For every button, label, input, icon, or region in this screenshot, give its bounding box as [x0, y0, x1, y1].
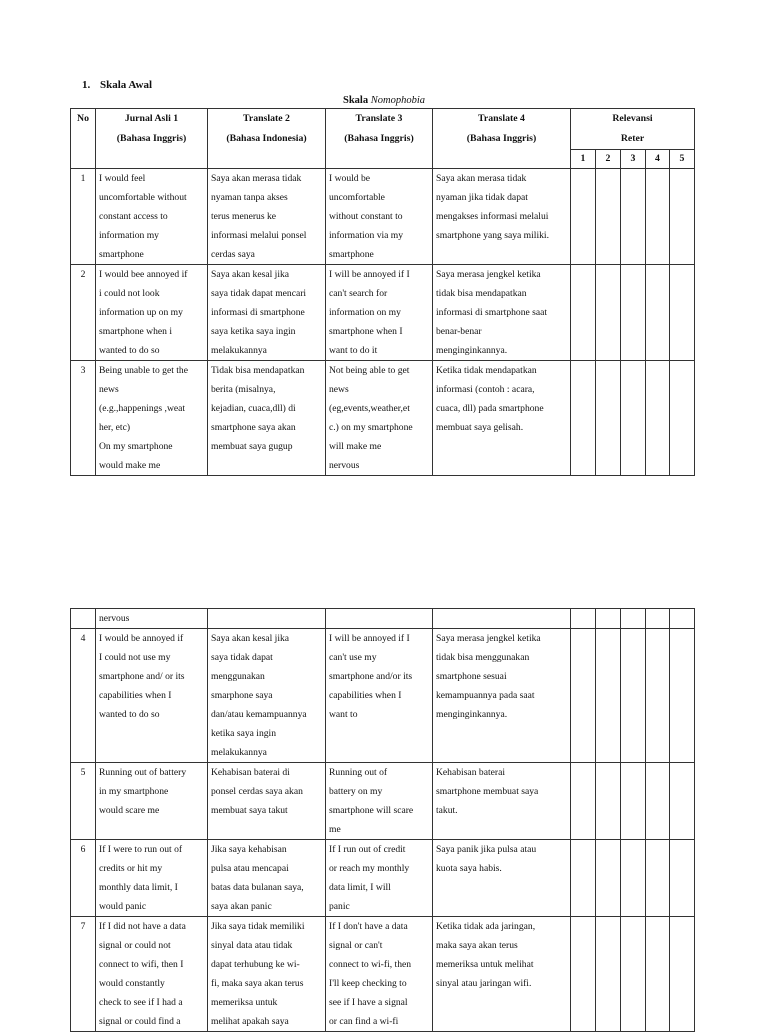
cell-col3 — [326, 763, 433, 840]
cell-line: her, etc) — [99, 422, 131, 433]
cell-line: informasi melalui ponsel — [211, 230, 307, 241]
cell-line: smartphone will scare — [329, 805, 414, 816]
cell-line: smartphone yang saya miliki. — [436, 230, 549, 241]
row-number: 6 — [71, 840, 96, 917]
cell-line: news — [329, 384, 349, 395]
cell-col4 — [433, 629, 571, 763]
cell-col1 — [96, 917, 208, 1032]
cell-line: wanted to do so — [99, 345, 160, 356]
cell-col2 — [208, 609, 326, 629]
cell-line: constant access to — [99, 211, 168, 222]
cell-col1 — [96, 629, 208, 763]
rating-cell-3[interactable] — [621, 265, 646, 361]
cell-line: Not being able to get — [329, 365, 410, 376]
cell-line: Ketika tidak mendapatkan — [436, 365, 537, 376]
cell-line: Saya akan kesal jika — [211, 269, 290, 280]
scale-table-part-2 — [70, 608, 695, 1032]
rating-cell-1[interactable] — [571, 361, 596, 476]
rating-cell-3[interactable] — [621, 917, 646, 1032]
rating-cell-4[interactable] — [646, 169, 670, 265]
cell-line: smartphone when I — [329, 326, 403, 337]
rating-cell-4[interactable] — [646, 763, 670, 840]
cell-line: memeriksa untuk melihat — [436, 959, 534, 970]
cell-line: saya akan panic — [211, 901, 272, 912]
cell-line: melakukannya — [211, 747, 267, 758]
rating-cell-4[interactable] — [646, 361, 670, 476]
cell-line: want to do it — [329, 345, 378, 356]
cell-line: c.) on my smartphone — [329, 422, 413, 433]
cell-line: mengakses informasi melalui — [436, 211, 549, 222]
cell-line: I would bee annoyed if — [99, 269, 188, 280]
cell-line: smartphone membuat saya — [436, 786, 539, 797]
cell-line: smartphone sesuai — [436, 671, 507, 682]
rating-cell-1[interactable] — [571, 629, 596, 763]
cell-line: signal or could not — [99, 940, 171, 951]
cell-line: tidak bisa mendapatkan — [436, 288, 527, 299]
cell-col3 — [326, 169, 433, 265]
cell-line: melihat apakah saya — [211, 1016, 289, 1027]
cell-line: without constant to — [329, 211, 403, 222]
cell-line: menggunakan — [211, 671, 265, 682]
cell-col2 — [208, 917, 326, 1032]
cell-line: Tidak bisa mendapatkan — [211, 365, 305, 376]
rating-cell-1[interactable] — [571, 169, 596, 265]
table-row — [71, 840, 695, 917]
header-col1-title: Jurnal Asli 1 — [124, 113, 179, 124]
cell-col3 — [326, 629, 433, 763]
cell-col1 — [96, 840, 208, 917]
row-number: 7 — [71, 917, 96, 1032]
rating-cell-2[interactable] — [596, 169, 621, 265]
header-col2-title: Translate 2 — [243, 113, 290, 124]
cell-line: connect to wi-fi, then — [329, 959, 412, 970]
cell-col4 — [433, 361, 571, 476]
cell-line: (eg,events,weather,et — [329, 403, 410, 414]
header-relevance-sub: Reter — [620, 133, 645, 144]
header-col1-sub: (Bahasa Inggris) — [116, 133, 187, 144]
cell-line: or can find a wi-fi — [329, 1016, 399, 1027]
cell-line: nervous — [329, 460, 360, 471]
rating-cell-1[interactable] — [571, 917, 596, 1032]
cell-line: capabilities when I — [329, 690, 402, 701]
rating-cell-5[interactable] — [670, 917, 695, 1032]
cell-line: see if I have a signal — [329, 997, 408, 1008]
cell-line: check to see if I had a — [99, 997, 183, 1008]
cell-line: would constantly — [99, 978, 165, 989]
header-relevance — [571, 109, 695, 150]
row-number: 4 — [71, 629, 96, 763]
cell-line: I could not use my — [99, 652, 171, 663]
row-number: 3 — [71, 361, 96, 476]
cell-line: nervous — [99, 613, 130, 624]
cell-col2 — [208, 840, 326, 917]
cell-line: maka saya akan terus — [436, 940, 518, 951]
rating-cell-5[interactable] — [670, 629, 695, 763]
header-col4-title: Translate 4 — [478, 113, 525, 124]
cell-line: in my smartphone — [99, 786, 169, 797]
cell-line: will make me — [329, 441, 382, 452]
cell-line: information my — [99, 230, 159, 241]
rating-cell-4[interactable] — [646, 629, 670, 763]
cell-line: information via my — [329, 230, 404, 241]
table-row — [71, 917, 695, 1032]
cell-line: I would be annoyed if — [99, 633, 184, 644]
cell-line: fi, maka saya akan terus — [211, 978, 304, 989]
cell-line: cuaca, dll) pada smartphone — [436, 403, 544, 414]
cell-line: signal or can't — [329, 940, 383, 951]
cell-line: Kehabisan baterai — [436, 767, 505, 778]
caption-italic: Nomophobia — [370, 95, 425, 106]
cell-line: panic — [329, 901, 350, 912]
cell-line: sinyal atau jaringan wifi. — [436, 978, 532, 989]
cell-line: i could not look — [99, 288, 160, 299]
rating-cell-5[interactable] — [670, 840, 695, 917]
cell-line: would make me — [99, 460, 161, 471]
cell-line: terus menerus ke — [211, 211, 277, 222]
cell-line: informasi di smartphone — [211, 307, 305, 318]
section-number: 1. — [82, 79, 91, 91]
cell-col2 — [208, 629, 326, 763]
cell-line: would panic — [99, 901, 147, 912]
cell-col4 — [433, 840, 571, 917]
cell-line: saya tidak dapat mencari — [211, 288, 307, 299]
cell-line: dan/atau kemampuannya — [211, 709, 307, 720]
table-row — [71, 609, 695, 629]
table-row — [71, 169, 695, 265]
rating-cell-4[interactable] — [646, 917, 670, 1032]
header-relevance-title: Relevansi — [612, 113, 653, 124]
cell-line: sinyal data atau tidak — [211, 940, 293, 951]
cell-line: Jika saya kehabisan — [211, 844, 287, 855]
cell-line: menginginkannya. — [436, 345, 508, 356]
cell-line: tidak bisa menggunakan — [436, 652, 530, 663]
rating-cell-5[interactable] — [670, 763, 695, 840]
cell-line: Saya panik jika pulsa atau — [436, 844, 537, 855]
cell-line: I'll keep checking to — [329, 978, 407, 989]
cell-col4 — [433, 265, 571, 361]
cell-col3 — [326, 609, 433, 629]
cell-line: On my smartphone — [99, 441, 173, 452]
header-no: No — [71, 109, 96, 169]
cell-line: Being unable to get the — [99, 365, 188, 376]
cell-line: Jika saya tidak memiliki — [211, 921, 305, 932]
rating-header-5: 5 — [670, 150, 695, 169]
cell-col2 — [208, 265, 326, 361]
cell-line: saya tidak dapat — [211, 652, 273, 663]
rating-header-4: 4 — [646, 150, 670, 169]
cell-col4 — [433, 917, 571, 1032]
cell-line: information on my — [329, 307, 401, 318]
row-number: 2 — [71, 265, 96, 361]
cell-col3 — [326, 361, 433, 476]
rating-cell-3[interactable] — [621, 763, 646, 840]
rating-cell-1[interactable] — [571, 840, 596, 917]
cell-line: uncomfortable — [329, 192, 385, 203]
cell-col1 — [96, 763, 208, 840]
cell-line: informasi di smartphone saat — [436, 307, 548, 318]
row-number — [71, 609, 96, 629]
header-row — [71, 109, 695, 150]
cell-line: smartphone and/or its — [329, 671, 413, 682]
rating-header-2: 2 — [596, 150, 621, 169]
rating-cell-2[interactable] — [596, 361, 621, 476]
row-number: 5 — [71, 763, 96, 840]
rating-cell-2[interactable] — [596, 763, 621, 840]
cell-col3 — [326, 840, 433, 917]
cell-line: informasi (contoh : acara, — [436, 384, 535, 395]
cell-line: connect to wifi, then I — [99, 959, 184, 970]
cell-line: melakukannya — [211, 345, 267, 356]
header-col1 — [96, 109, 208, 169]
cell-line: smarphone saya — [211, 690, 273, 701]
cell-line: If I run out of credit — [329, 844, 406, 855]
cell-line: dapat terhubung ke wi- — [211, 959, 300, 970]
rating-cell-3[interactable] — [621, 169, 646, 265]
cell-line: membuat saya gelisah. — [436, 422, 524, 433]
table-row — [71, 763, 695, 840]
header-col4 — [433, 109, 571, 169]
table-caption — [0, 95, 768, 106]
cell-line: I will be annoyed if I — [329, 269, 410, 280]
cell-line: data limit, I will — [329, 882, 391, 893]
section-heading — [82, 79, 152, 91]
cell-line: benar-benar — [436, 326, 482, 337]
cell-col3 — [326, 265, 433, 361]
cell-col4 — [433, 609, 571, 629]
cell-line: If I were to run out of — [99, 844, 183, 855]
rating-header-1: 1 — [571, 150, 596, 169]
cell-line: saya ketika saya ingin — [211, 326, 296, 337]
cell-line: ketika saya ingin — [211, 728, 277, 739]
cell-line: kemampuannya pada saat — [436, 690, 535, 701]
cell-line: nyaman tanpa akses — [211, 192, 288, 203]
cell-line: smartphone — [99, 249, 144, 260]
rating-header-3: 3 — [621, 150, 646, 169]
rating-cell-1[interactable] — [571, 763, 596, 840]
cell-col1 — [96, 609, 208, 629]
cell-line: If I don't have a data — [329, 921, 408, 932]
rating-cell-5[interactable] — [670, 265, 695, 361]
cell-line: or reach my monthly — [329, 863, 410, 874]
table-row — [71, 265, 695, 361]
cell-line: nyaman jika tidak dapat — [436, 192, 528, 203]
cell-line: signal or could find a — [99, 1016, 181, 1027]
cell-line: I would be — [329, 173, 371, 184]
cell-line: smartphone when i — [99, 326, 173, 337]
cell-line: Ketika tidak ada jaringan, — [436, 921, 536, 932]
cell-line: memeriksa untuk — [211, 997, 278, 1008]
cell-line: want to — [329, 709, 358, 720]
table-body-1 — [71, 169, 695, 476]
rating-cell-5[interactable] — [670, 169, 695, 265]
cell-line: monthly data limit, I — [99, 882, 178, 893]
rating-cell-4[interactable] — [646, 609, 670, 629]
rating-cell-2[interactable] — [596, 629, 621, 763]
rating-cell-2[interactable] — [596, 917, 621, 1032]
cell-col3 — [326, 917, 433, 1032]
cell-line: Kehabisan baterai di — [211, 767, 290, 778]
row-number: 1 — [71, 169, 96, 265]
cell-line: Saya akan kesal jika — [211, 633, 290, 644]
header-col3-sub: (Bahasa Inggris) — [344, 133, 414, 144]
cell-col2 — [208, 169, 326, 265]
cell-line: information up on my — [99, 307, 183, 318]
cell-line: battery on my — [329, 786, 383, 797]
header-col3 — [326, 109, 433, 169]
cell-line: menginginkannya. — [436, 709, 508, 720]
cell-line: kejadian, cuaca,dll) di — [211, 403, 296, 414]
cell-line: membuat saya gugup — [211, 441, 293, 452]
rating-cell-4[interactable] — [646, 840, 670, 917]
rating-cell-2[interactable] — [596, 265, 621, 361]
rating-cell-1[interactable] — [571, 265, 596, 361]
cell-line: Running out of battery — [99, 767, 187, 778]
cell-line: smartphone — [329, 249, 374, 260]
caption-bold: Skala — [343, 95, 369, 106]
cell-line: membuat saya takut — [211, 805, 288, 816]
cell-line: me — [329, 824, 341, 835]
header-col4-sub: (Bahasa Inggris) — [466, 133, 537, 144]
cell-line: smartphone saya akan — [211, 422, 296, 433]
cell-line: uncomfortable without — [99, 192, 187, 203]
rating-cell-3[interactable] — [621, 840, 646, 917]
rating-cell-2[interactable] — [596, 609, 621, 629]
cell-line: pulsa atau mencapai — [211, 863, 289, 874]
header-col2-sub: (Bahasa Indonesia) — [226, 133, 307, 144]
cell-col1 — [96, 169, 208, 265]
section-title: Skala Awal — [100, 79, 153, 91]
rating-cell-2[interactable] — [596, 840, 621, 917]
rating-cell-5[interactable] — [670, 361, 695, 476]
cell-line: I would feel — [99, 173, 146, 184]
header-col3-title: Translate 3 — [355, 113, 403, 124]
cell-col4 — [433, 169, 571, 265]
cell-line: would scare me — [99, 805, 160, 816]
cell-line: smartphone and/ or its — [99, 671, 185, 682]
cell-col1 — [96, 265, 208, 361]
cell-line: news — [99, 384, 119, 395]
cell-line: berita (misalnya, — [211, 384, 276, 395]
cell-line: Saya merasa jengkel ketika — [436, 633, 541, 644]
rating-cell-3[interactable] — [621, 609, 646, 629]
rating-cell-3[interactable] — [621, 629, 646, 763]
cell-line: cerdas saya — [211, 249, 255, 260]
cell-col4 — [433, 763, 571, 840]
cell-line: takut. — [436, 805, 458, 816]
cell-col2 — [208, 361, 326, 476]
cell-line: credits or hit my — [99, 863, 163, 874]
rating-cell-3[interactable] — [621, 361, 646, 476]
cell-line: Saya akan merasa tidak — [211, 173, 302, 184]
header-col2 — [208, 109, 326, 169]
cell-line: can't search for — [329, 288, 388, 299]
cell-col2 — [208, 763, 326, 840]
cell-line: wanted to do so — [99, 709, 160, 720]
cell-line: ponsel cerdas saya akan — [211, 786, 303, 797]
cell-line: If I did not have a data — [99, 921, 186, 932]
cell-line: I will be annoyed if I — [329, 633, 410, 644]
scale-table-part-1 — [70, 108, 695, 476]
rating-cell-4[interactable] — [646, 265, 670, 361]
table-row — [71, 629, 695, 763]
cell-line: can't use my — [329, 652, 377, 663]
table-row — [71, 361, 695, 476]
cell-line: Saya akan merasa tidak — [436, 173, 527, 184]
cell-line: (e.g.,happenings ,weat — [99, 403, 186, 414]
cell-line: Saya merasa jengkel ketika — [436, 269, 541, 280]
cell-col1 — [96, 361, 208, 476]
cell-line: kuota saya habis. — [436, 863, 502, 874]
rating-cell-1[interactable] — [571, 609, 596, 629]
cell-line: capabilities when I — [99, 690, 172, 701]
cell-line: batas data bulanan saya, — [211, 882, 304, 893]
table-body-2 — [71, 609, 695, 1032]
rating-cell-5[interactable] — [670, 609, 695, 629]
cell-line: Running out of — [329, 767, 388, 778]
